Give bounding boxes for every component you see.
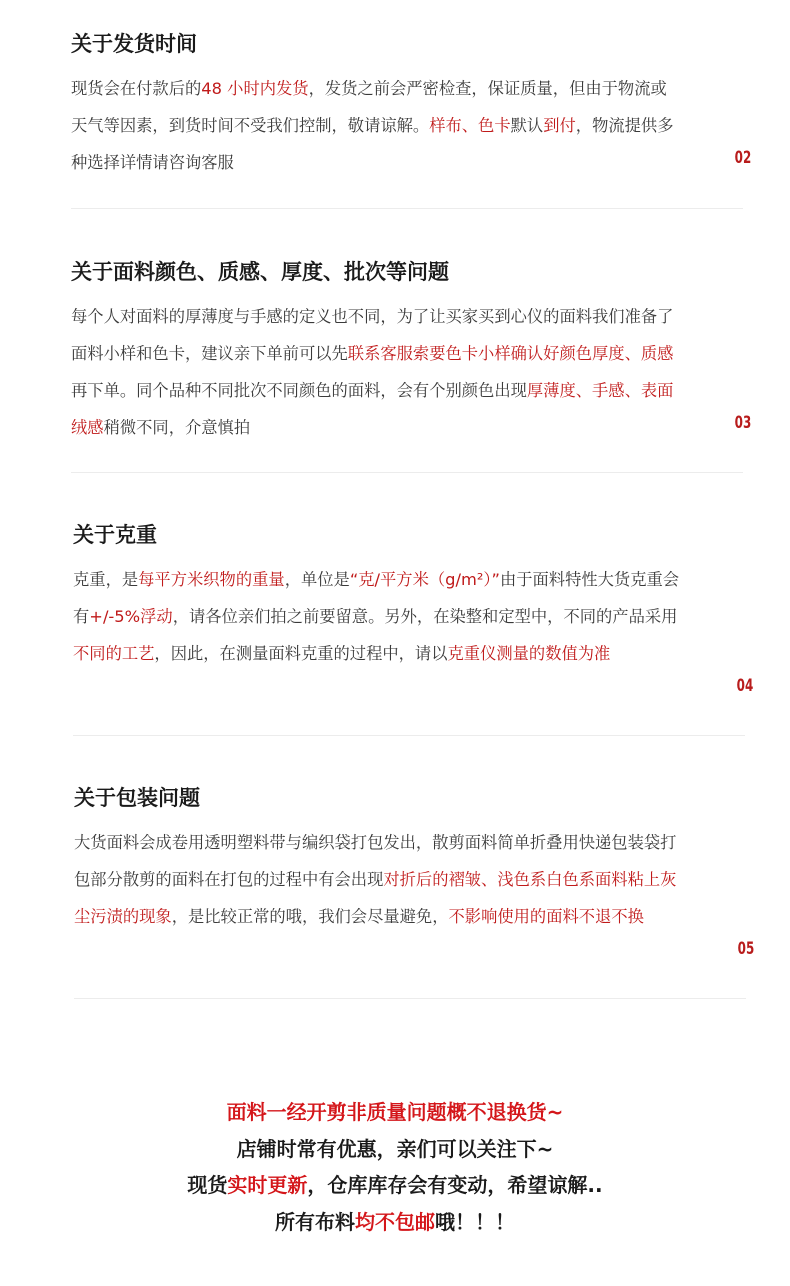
highlight-text: 不影响使用的面料不退不换	[448, 907, 644, 926]
section-number: 02	[734, 148, 751, 168]
footer-red-text: 面料一经开剪非质量问题概不退换货~	[226, 1100, 564, 1124]
footer-line-shipping	[0, 1204, 790, 1241]
footer-line-no-return	[0, 1094, 790, 1131]
section-title: 关于面料颜色、质感、厚度、批次等问题	[71, 260, 449, 284]
divider	[71, 472, 743, 473]
highlight-text: 48 小时内发货	[201, 79, 309, 98]
footer-text: ，仓库库存会有变动，希望谅解..	[307, 1173, 603, 1197]
text-segment: 现货会在付款后的	[71, 79, 202, 98]
footer-line-stock	[0, 1167, 790, 1204]
text-segment: ，单位是	[284, 570, 350, 589]
section-body	[74, 824, 684, 935]
highlight-text: 克重仪测量的数值为准	[447, 644, 611, 663]
section-number: 03	[734, 413, 751, 433]
text-segment: 由于面料特性大货克重会有	[73, 570, 680, 626]
section-shipping-time	[71, 28, 751, 218]
section-number: 04	[736, 676, 753, 696]
divider	[74, 998, 746, 999]
section-packaging	[74, 782, 754, 1002]
footer-text: 所有布料	[275, 1209, 355, 1234]
section-body	[71, 70, 681, 181]
section-body	[73, 561, 683, 672]
footer-red-text: 实时更新	[227, 1173, 308, 1197]
text-segment: ，请各位亲们拍之前要留意。另外，在染整和定型中，不同的产品采用	[172, 607, 678, 626]
highlight-text: 厚薄度、手感、表面绒感	[71, 381, 674, 437]
section-title: 关于包装问题	[74, 786, 200, 810]
text-segment: 稍微不同，介意慎拍	[103, 418, 251, 437]
section-fabric-weight	[73, 519, 753, 739]
text-segment: 大货面料会成卷用透明塑料带与编织袋打包发出，散剪面料简单折叠用快递包装袋打包部分散剪的面料在打包的过程中有会出现	[74, 833, 677, 889]
footer-notice	[0, 1094, 790, 1240]
highlight-text: 联系客服索要色卡小样确认好颜色厚度、质感	[347, 344, 674, 363]
text-segment: ，因此，在测量面料克重的过程中，请以	[154, 644, 448, 663]
footer-line-discounts	[0, 1131, 790, 1168]
text-segment: ，是比较正常的哦，我们会尽量避免，	[171, 907, 449, 926]
highlight-text: 不同的工艺	[73, 644, 155, 663]
text-segment: 克重，是	[73, 570, 139, 589]
text-segment: 每个人对面料的厚薄度与手感的定义也不同，为了让买家买到心仪的面料我们准备了面料小样和色卡，建议亲下单前可以先	[71, 307, 674, 363]
highlight-text: 到付	[543, 116, 576, 135]
highlight-text: “克/平方米（g/m²）”	[349, 570, 500, 589]
text-segment: 默认	[510, 116, 544, 135]
footer-red-text: 均不包邮	[355, 1209, 435, 1234]
highlight-text: 对折后的褶皱、浅色系白色系面料粘上灰尘污渍的现象	[74, 870, 677, 926]
footer-text: 哦！！！	[435, 1209, 515, 1234]
section-body	[71, 298, 681, 446]
section-title: 关于克重	[73, 523, 157, 547]
divider	[71, 208, 743, 209]
text-segment: 再下单。同个品种不同批次不同颜色的面料，会有个别颜色出现	[71, 381, 527, 400]
footer-text: 现货	[187, 1173, 228, 1197]
highlight-text: 每平方米织物的重量	[138, 570, 285, 589]
highlight-text: 样布、色卡	[429, 116, 511, 135]
section-number: 05	[737, 939, 754, 959]
divider	[73, 735, 745, 736]
highlight-text: +/-5%浮动	[89, 607, 173, 626]
text-segment: ，物流提供多种选择详情请咨询客服	[71, 116, 674, 172]
section-fabric-quality	[71, 256, 751, 476]
footer-text: 店铺时常有优惠，亲们可以关注下~	[236, 1136, 554, 1161]
text-segment: ，发货之前会严密检查，保证质量，但由于物流或天气等因素，到货时间不受我们控制，敬请谅解。	[71, 79, 667, 135]
section-title: 关于发货时间	[71, 32, 197, 56]
